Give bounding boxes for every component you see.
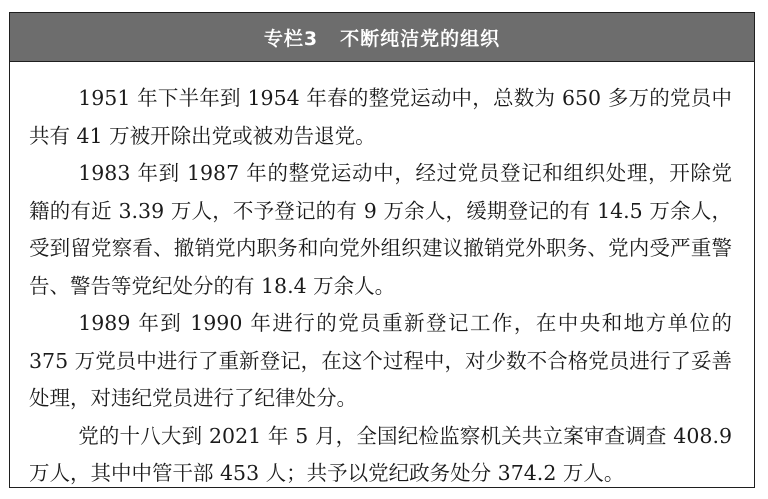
column-title: 不断纯洁党的组织 <box>340 27 501 50</box>
column-body <box>10 62 754 493</box>
column-label: 专栏3 <box>263 27 319 50</box>
paragraph: 1983 年到 1987 年的整党运动中，经过党员登记和组织处理，开除党籍的有近 3.39 万人，不予登记的有 9 万余人，缓期登记的有 14.5 万余人，受到留党察看、撤销党内职务和向党外组织建议撤销党外职务、党内受严重警告、警告等党纪处分的有 18.4 万余人。 <box>29 161 732 298</box>
paragraph: 1989 年到 1990 年进行的党员重新登记工作，在中央和地方单位的 375 万党员中进行了重新登记，在这个过程中，对少数不合格党员进行了妥善处理，对违纪党员进行了纪律处分。 <box>29 311 732 410</box>
paragraph: 党的十八大到 2021 年 5 月，全国纪检监察机关共立案审查调查 408.9 万人，其中中管干部 453 人；共予以党纪政务处分 374.2 万人。 <box>29 423 732 485</box>
column-header <box>10 13 754 62</box>
paragraph: 1951 年下半年到 1954 年春的整党运动中，总数为 650 多万的党员中共有 41 万被开除出党或被劝告退党。 <box>29 86 732 148</box>
column-box <box>9 12 755 488</box>
